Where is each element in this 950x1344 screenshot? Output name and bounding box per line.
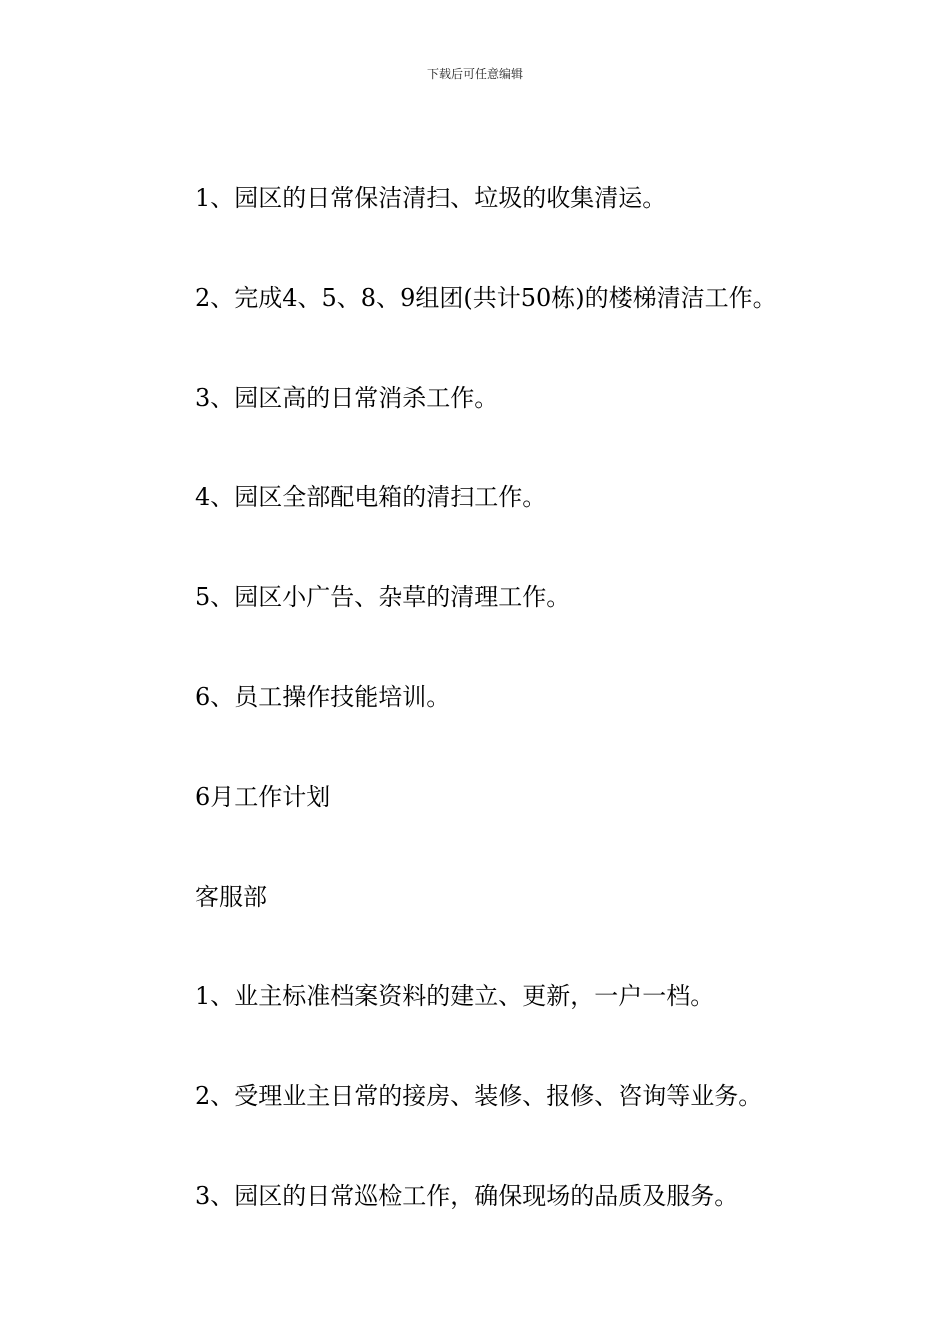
- paragraph-service-2: 2、受理业主日常的接房、装修、报修、咨询等业务。: [195, 1082, 763, 1111]
- paragraph-cleaning-2: 2、完成4、5、8、9组团(共计50栋)的楼梯清洁工作。: [195, 283, 777, 312]
- paragraph-cleaning-3: 3、园区高的日常消杀工作。: [195, 383, 499, 412]
- paragraph-service-1: 1、业主标准档案资料的建立、更新，一户一档。: [195, 982, 715, 1011]
- paragraph-cleaning-1: 1、园区的日常保洁清扫、垃圾的收集清运。: [195, 184, 667, 212]
- paragraph-cleaning-4: 4、园区全部配电箱的清扫工作。: [195, 483, 547, 512]
- paragraph-cleaning-5: 5、园区小广告、杂草的清理工作。: [195, 583, 571, 612]
- section-heading-june-plan: 6月工作计划: [195, 782, 331, 811]
- header-note: 下载后可任意编辑: [426, 67, 523, 81]
- paragraph-cleaning-6: 6、员工操作技能培训。: [195, 682, 451, 711]
- document-body: [195, 178, 895, 1276]
- section-heading-customer-service: 客服部: [195, 882, 267, 911]
- paragraph-service-3: 3、园区的日常巡检工作，确保现场的品质及服务。: [195, 1181, 739, 1210]
